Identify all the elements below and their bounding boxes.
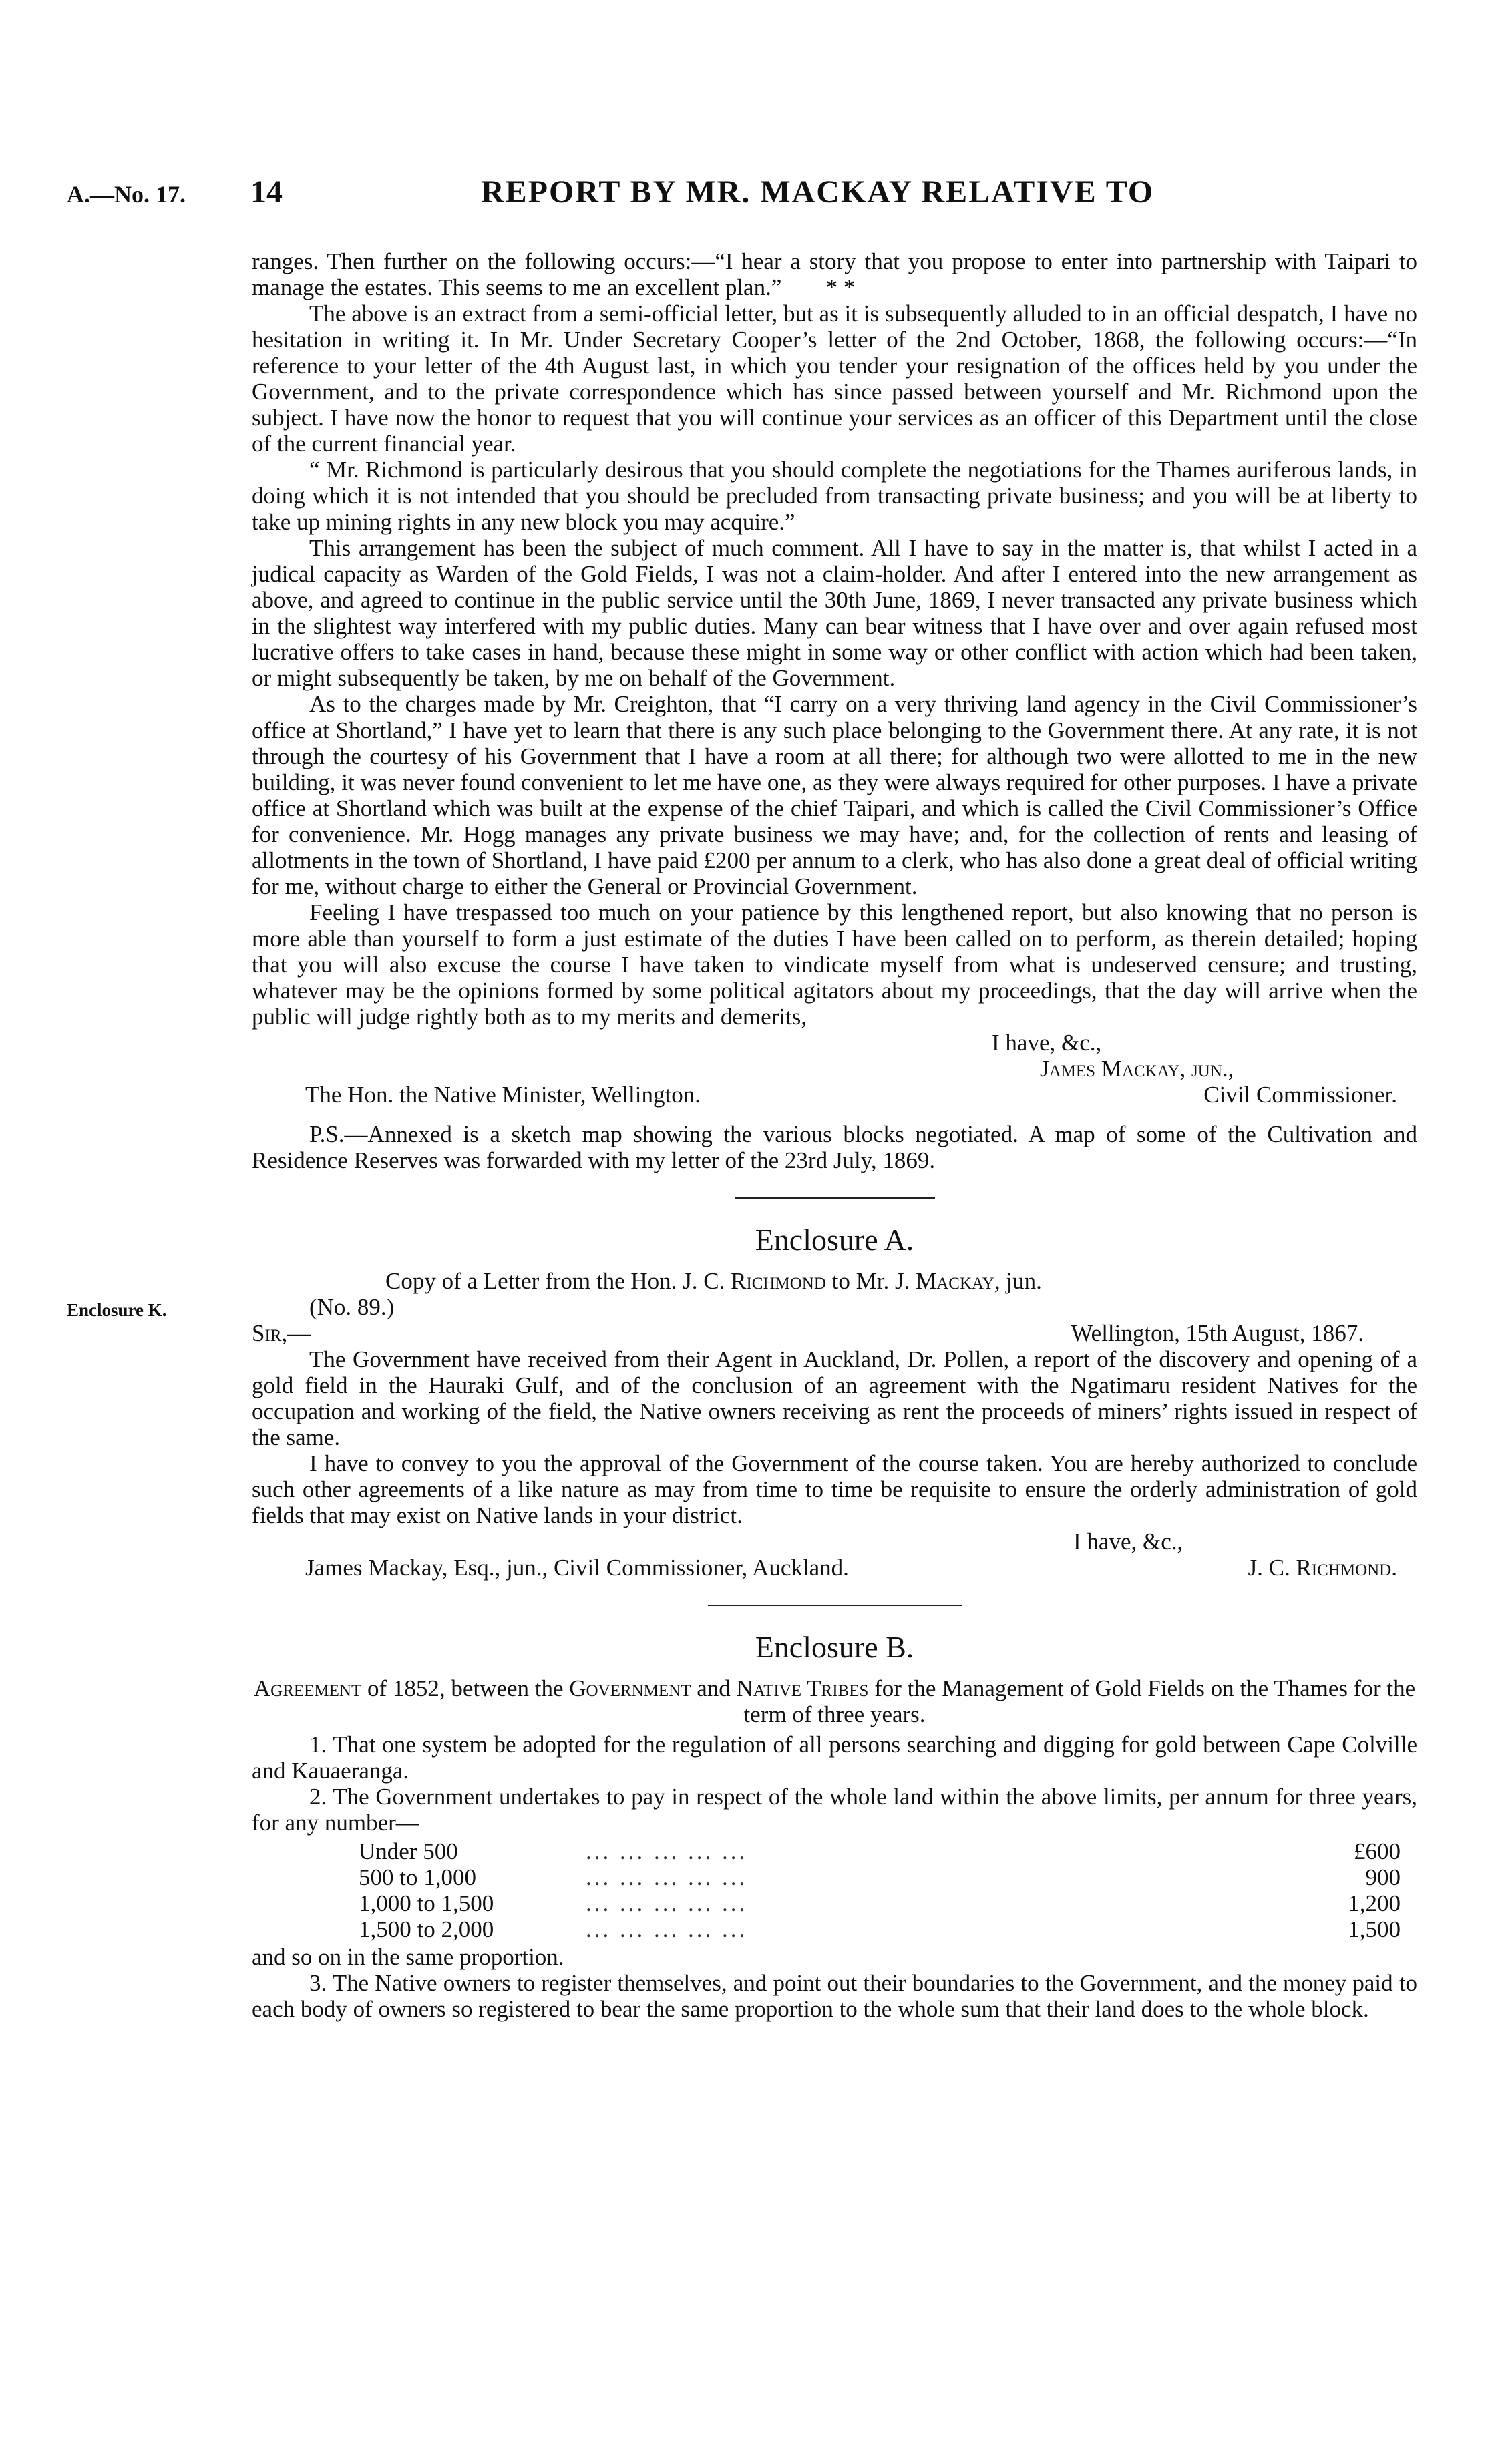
enclosure-b-heading: Enclosure B. xyxy=(755,1630,914,1664)
page-body xyxy=(252,248,1417,2022)
report-paragraph: The above is an extract from a semi-official letter, but as it is subsequently alluded to in an official despatch, I have no hesitation in writing it. In Mr. Under Secretary Cooper’s letter of the 2nd October, 1868, the following occurs:—“In reference to your letter of the 4th August last, in which you tender your resignation of the offices held by you under the Government, and to the private correspondence which has since passed between yourself and Mr. Richmond upon the subject. I have now the honor to request that you will continue your services as an officer of this Department until the close of the current financial year. xyxy=(252,300,1417,457)
enclosure-a-subtitle: Copy of a Letter from the Hon. J. C. Richmond to Mr. J. Mackay, jun. xyxy=(385,1268,1042,1294)
enclosure-b-subtitle: Agreement of 1852, between the Government and Native Tribes for the Management of Gold Fields on the Thames for the term of three years. xyxy=(253,1675,1416,1727)
agreement-clause: 2. The Government undertakes to pay in respect of the whole land within the above limits, per annum for three years, for any number— xyxy=(252,1784,1417,1836)
letter-paragraph: The Government have received from their Agent in Auckland, Dr. Pollen, a report of the discovery and opening of a gold field in the Hauraki Gulf, and of the conclusion of an agreement with the Ngatimaru resident Natives for the occupation and working of the field, the Native owners receiving as rent the proceeds of miners’ rights issued in respect of the same. xyxy=(252,1346,1417,1450)
addressee: The Hon. the Native Minister, Wellington. xyxy=(305,1082,701,1108)
page-number: 14 xyxy=(250,174,283,210)
salutation: Sir,— xyxy=(252,1320,311,1346)
letter-paragraph: I have to convey to you the approval of the Government of the course taken. You are hereby authorized to conclude such other agreements of a like nature as may from time to time be requisite to ensure the orderly administration of gold fields that may exist on Native lands in your district. xyxy=(252,1450,1417,1528)
signature: J. C. Richmond. xyxy=(1248,1555,1397,1581)
closing-line: I have, &c., xyxy=(1073,1528,1183,1555)
postscript: P.S.—Annexed is a sketch map showing the various blocks negotiated. A map of some of the Cultivation and Residence Reserves was forwarded with my letter of the 23rd July, 1869. xyxy=(252,1121,1417,1173)
ellipsis-stars: * * xyxy=(825,274,856,300)
margin-note-enclosure-k: Enclosure K. xyxy=(67,1300,167,1320)
signature: James Mackay, jun., xyxy=(1040,1056,1234,1082)
schedule-row: 1,500 to 2,000 ... ... ... ... ... 1,500 xyxy=(359,1916,1401,1942)
letter-number: (No. 89.) xyxy=(309,1294,395,1320)
page-header xyxy=(0,167,1490,220)
payment-schedule xyxy=(359,1838,1401,1942)
addressee: James Mackay, Esq., jun., Civil Commissioner, Auckland. xyxy=(305,1555,849,1581)
report-paragraph: As to the charges made by Mr. Creighton, that “I carry on a very thriving land agency in the Civil Commissioner’s office at Shortland,” I have yet to learn that there is any such place belonging to the Government there. At any rate, it is not through the courtesy of his Government that I have a room at all there; for although two were allotted to me in the new building, it was never found convenient to let me have one, as they were always required for other purposes. I have a private office at Shortland which was built at the expense of the chief Taipari, and which is called the Civil Commissioner’s Office for convenience. Mr. Hogg manages any private business we may have; and, for the collection of rents and leasing of allotments in the town of Shortland, I have paid £200 per annum to a clerk, who has also done a great deal of official writing for me, without charge to either the General or Provincial Government. xyxy=(252,691,1417,899)
report-paragraph: Feeling I have trespassed too much on your patience by this lengthened report, but also knowing that no person is more able than yourself to form a just estimate of the duties I have been called on to perform, as therein detailed; hoping that you will also excuse the course I have taken to vindicate myself from what is undeserved censure; and trusting, whatever may be the opinions formed by some political agitators about my proceedings, that the day will arrive when the public will judge rightly both as to my merits and demerits, xyxy=(252,899,1417,1030)
section-divider xyxy=(735,1197,935,1199)
schedule-row: 1,000 to 1,500 ... ... ... ... ... 1,200 xyxy=(359,1890,1401,1916)
enclosure-a-heading: Enclosure A. xyxy=(755,1223,914,1257)
addressee-row xyxy=(252,1082,1417,1108)
schedule-note: and so on in the same proportion. xyxy=(252,1944,564,1970)
report-paragraph: “ Mr. Richmond is particularly desirous that you should complete the negotiations for the Thames auriferous lands, in doing which it is not intended that you should be precluded from transacting private business; and you will be at liberty to take up mining rights in any new block you may acquire.” xyxy=(252,457,1417,535)
schedule-row: 500 to 1,000 ... ... ... ... ... 900 xyxy=(359,1864,1401,1890)
agreement-clause: 3. The Native owners to register themselves, and point out their boundaries to the Government, and the money paid to each body of owners so registered to bear the same proportion to the whole sum that their land does to the whole block. xyxy=(252,1970,1417,2022)
report-paragraph: ranges. Then further on the following occurs:—“I hear a story that you propose to enter into partnership with Taipari to manage the estates. This seems to me an excellent plan.” * * xyxy=(252,248,1417,300)
addressee-row xyxy=(252,1555,1417,1581)
paper-reference: A.—No. 17. xyxy=(67,181,186,208)
place-date: Wellington, 15th August, 1867. xyxy=(1071,1320,1364,1346)
closing-line: I have, &c., xyxy=(992,1030,1102,1056)
letter-meta-row xyxy=(252,1320,1417,1346)
schedule-row: Under 500 ... ... ... ... ... £600 xyxy=(359,1838,1401,1864)
agreement-clause: 1. That one system be adopted for the regulation of all persons searching and digging for gold between Cape Colville and Kauaeranga. xyxy=(252,1731,1417,1784)
section-divider xyxy=(708,1605,962,1606)
report-paragraph: This arrangement has been the subject of much comment. All I have to say in the matter is, that whilst I acted in a judical capacity as Warden of the Gold Fields, I was not a claim-holder. And after I entered into the new arrangement as above, and agreed to continue in the public service until the 30th June, 1869, I never transacted any private business which in the slightest way interfered with my public duties. Many can bear witness that I have over and over again refused most lucrative offers to take cases in hand, because these might in some way or other conflict with action which had been taken, or might subsequently be taken, by me on behalf of the Government. xyxy=(252,535,1417,691)
running-title: REPORT BY MR. MACKAY RELATIVE TO xyxy=(481,174,1155,210)
signature-title: Civil Commissioner. xyxy=(1203,1082,1397,1108)
